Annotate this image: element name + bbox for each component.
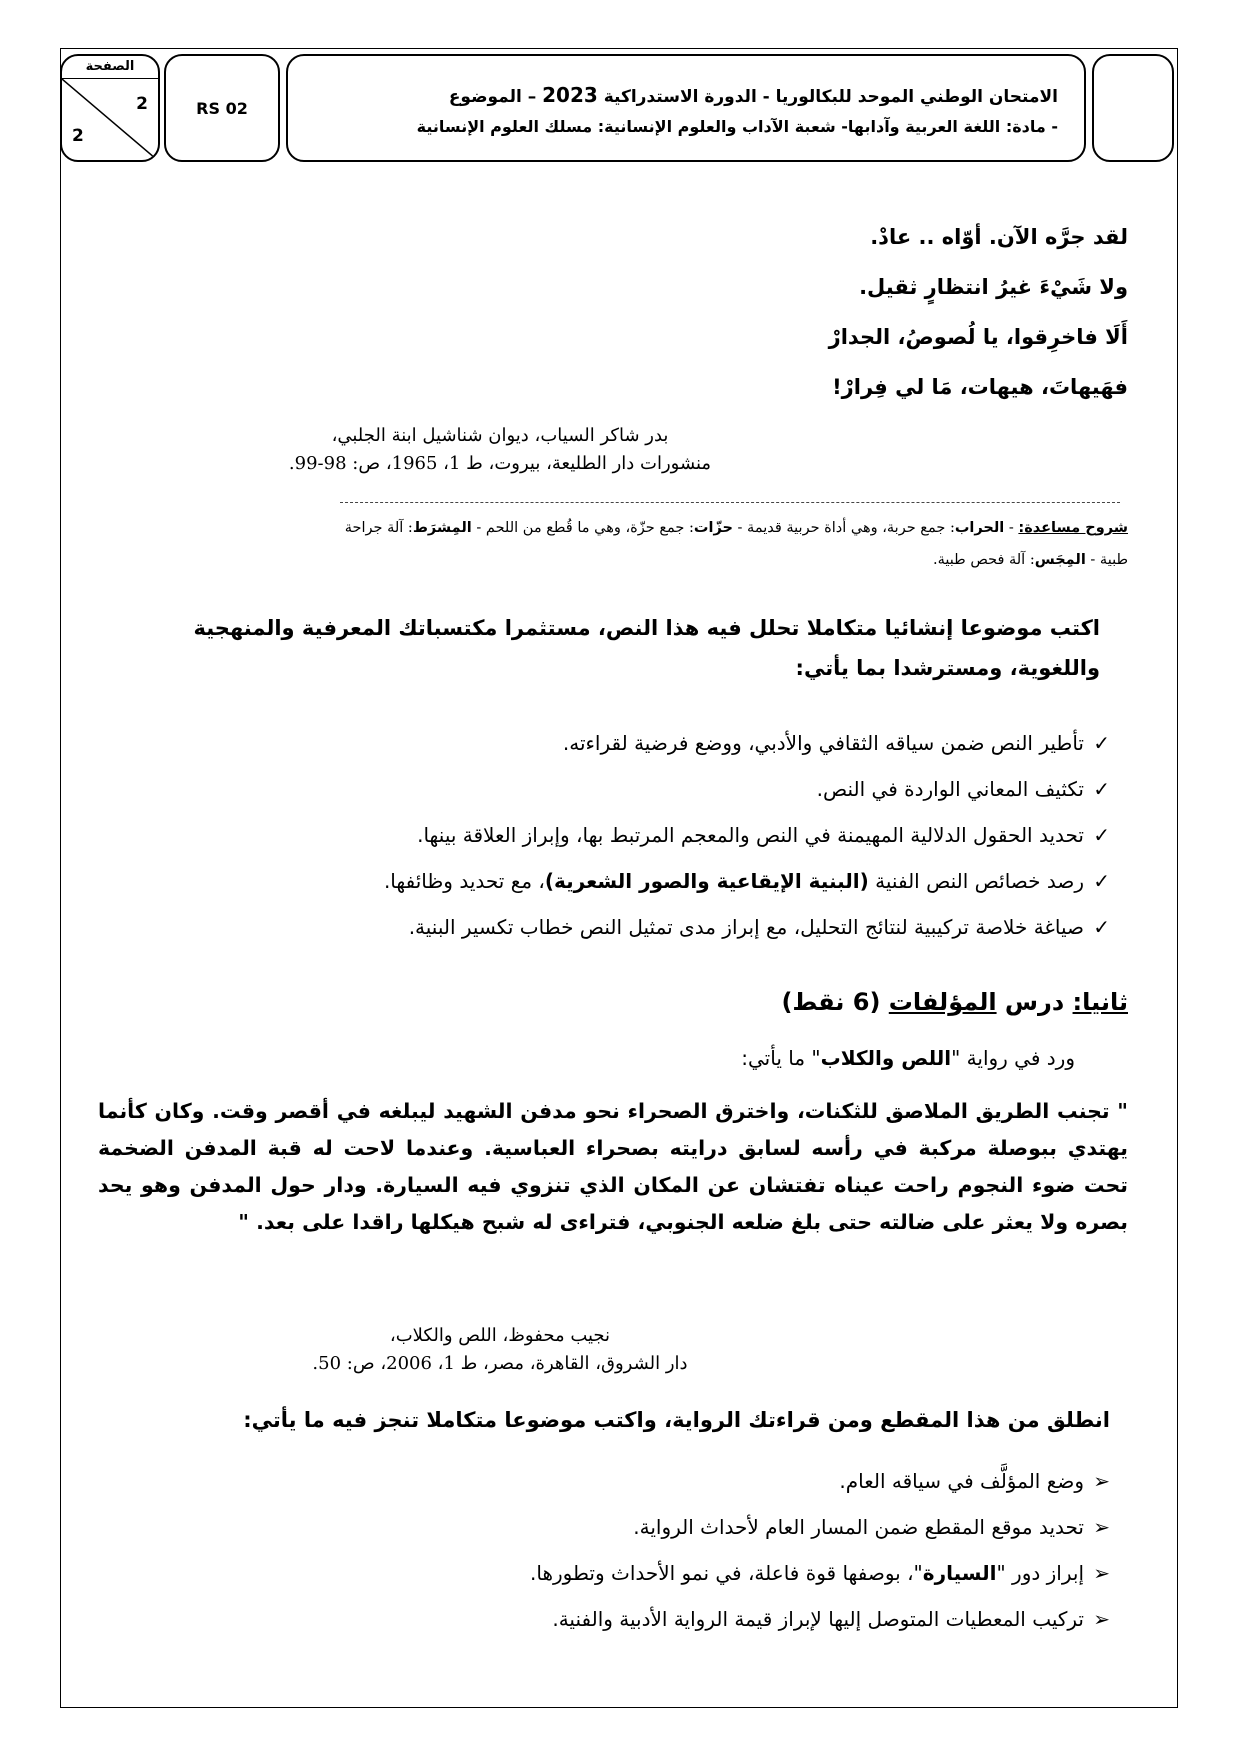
task-2-item: ➢إبراز دور "السيارة"، بوصفها قوة فاعلة، في نمو الأحداث وتطورها. xyxy=(530,1561,1110,1585)
helper-notes: شروح مساعدة: - الحراب: جمع حربة، وهي أداة حربية قديمة - حزّات: جمع حزّة، وهي ما قُطع من اللحم - المِشرَط: آلة جراحة طبية - المِجَس: آلة فحص طبية. xyxy=(344,520,1128,568)
page-diagonal xyxy=(62,79,160,162)
check-icon: ✓ xyxy=(1093,915,1110,939)
task-1-item: ✓تأطير النص ضمن سياقه الثقافي والأدبي، ووضع فرضية لقراءته. xyxy=(562,731,1110,755)
exam-header xyxy=(286,54,1086,162)
task-1-instructions: اكتب موضوعا إنشائيا متكاملا تحلل فيه هذا النص، مستثمرا مكتسباتك المعرفية والمنهجية واللغوية، ومسترشدا بما يأتي: xyxy=(193,616,1100,680)
task-1-item: ✓رصد خصائص النص الفنية (البنية الإيقاعية والصور الشعرية)، مع تحديد وظائفها. xyxy=(383,869,1110,893)
header-empty-box xyxy=(1092,54,1174,162)
task-2-item: ➢وضع المؤلَّف في سياقه العام. xyxy=(839,1469,1110,1493)
task-1-item: ✓تكثيف المعاني الواردة في النص. xyxy=(816,777,1110,801)
check-icon: ✓ xyxy=(1093,869,1110,893)
novel-citation: نجيب محفوظ، اللص والكلاب، دار الشروق، القاهرة، مصر، ط 1، 2006، ص: 50. xyxy=(312,1325,688,1374)
exam-title: الامتحان الوطني الموحد للبكالوريا - الدورة الاستدراكية 2023 – الموضوع xyxy=(448,83,1058,107)
section-2-title: ثانيا: درس المؤلفات (6 نقط) xyxy=(781,988,1128,1016)
poem-line: لقد جرَّه الآن. أوّاه .. عادْ. xyxy=(870,225,1128,249)
arrow-icon: ➢ xyxy=(1093,1515,1110,1539)
novel-passage: " تجنب الطريق الملاصق للثكنات، واخترق الصحراء نحو مدفن الشهيد ليبلغه في أقصر وقت. وكان كأنما يهتدي ببوصلة مركبة في رأسه لسابق درايته بصحراء العباسية. وعندما لاحت له قبة المدفن الضخمة تحت ضوء النجوم راحت عيناه تفتشان عن المكان الذي تنزوي فيه السيارة. ودار حول المدفن وهو يحد بصره ولا يعثر على ضالته حتى بلغ ضلعه الجنوبي، فتراءى له شبح هيكلها راقدا على بعد. " xyxy=(98,1099,1128,1234)
section-2-intro: ورد في رواية "اللص والكلاب" ما يأتي: xyxy=(741,1046,1075,1070)
separator xyxy=(340,502,1120,503)
task-2-item: ➢تحديد موقع المقطع ضمن المسار العام لأحداث الرواية. xyxy=(633,1515,1110,1539)
arrow-icon: ➢ xyxy=(1093,1607,1110,1631)
exam-code: RS 02 xyxy=(164,54,280,162)
check-icon: ✓ xyxy=(1093,731,1110,755)
task-2-instructions: انطلق من هذا المقطع ومن قراءتك الرواية، واكتب موضوعا متكاملا تنجز فيه ما يأتي: xyxy=(243,1408,1110,1432)
task-1-item: ✓تحديد الحقول الدلالية المهيمنة في النص والمعجم المرتبط بها، وإبراز العلاقة بينها. xyxy=(417,823,1110,847)
task-1-item: ✓صياغة خلاصة تركيبية لنتائج التحليل، مع إبراز مدى تمثيل النص خطاب تكسير البنية. xyxy=(408,915,1110,939)
task-2-item: ➢تركيب المعطيات المتوصل إليها لإبراز قيمة الرواية الأدبية والفنية. xyxy=(552,1607,1110,1631)
arrow-icon: ➢ xyxy=(1093,1561,1110,1585)
exam-subtitle: - مادة: اللغة العربية وآدابها- شعبة الآداب والعلوم الإنسانية: مسلك العلوم الإنسانية xyxy=(416,117,1058,136)
poem-line: أَلَا فاخرِقوا، يا لُصوصُ، الجدارْ xyxy=(828,325,1128,349)
page-number: 2 xyxy=(136,94,148,114)
arrow-icon: ➢ xyxy=(1093,1469,1110,1493)
check-icon: ✓ xyxy=(1093,823,1110,847)
notes-heading: شروح مساعدة: xyxy=(1018,520,1128,536)
poem xyxy=(428,212,1128,412)
page-box xyxy=(60,54,160,162)
poem-line: ولا شَيْءَ غيرُ انتظارٍ ثقيل. xyxy=(859,275,1128,299)
check-icon: ✓ xyxy=(1093,777,1110,801)
poem-line: فهَيهاتَ، هيهات، مَا لي فِرارْ! xyxy=(832,375,1128,399)
page-total: 2 xyxy=(72,126,84,146)
page-label: الصفحة xyxy=(62,56,158,79)
poem-citation: بدر شاكر السياب، ديوان شناشيل ابنة الجلبي، منشورات دار الطليعة، بيروت، ط 1، 1965، ص: 98-99. xyxy=(288,425,712,474)
